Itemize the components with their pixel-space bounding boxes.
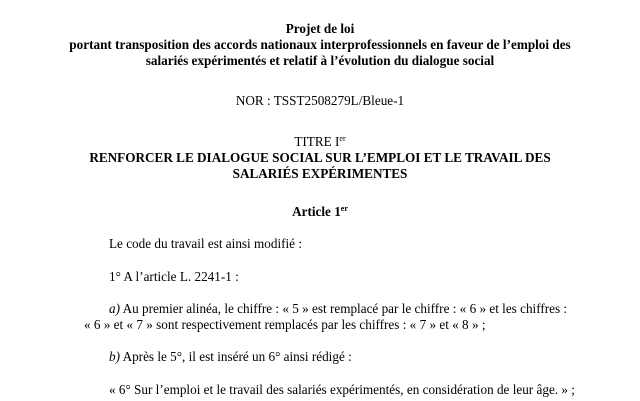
titre-label-sup: er <box>339 134 346 143</box>
paragraph-quoted-item-6: « 6° Sur l’emploi et le travail des salariés expérimentés, en considération de leur âge. » ; <box>109 382 575 397</box>
bill-title: Projet de loi <box>285 21 355 36</box>
article-heading <box>0 204 640 220</box>
item-b-marker: b) <box>109 349 120 364</box>
bill-subtitle-line-2: salariés expérimentés et relatif à l’évolution du dialogue social <box>145 53 495 68</box>
item-a-text-line-1: Au premier alinéa, le chiffre : « 5 » est remplacé par le chiffre : « 6 » et les chiffres : <box>120 301 568 316</box>
item-b-text: Après le 5°, il est inséré un 6° ainsi rédigé : <box>120 349 352 364</box>
titre-label <box>0 134 640 150</box>
paragraph-item-a-line-1 <box>109 301 567 317</box>
item-a-marker: a) <box>109 301 120 316</box>
bill-subtitle-line-1: portant transposition des accords nationaux interprofessionnels en faveur de l’emploi des <box>69 37 571 52</box>
paragraph-item-1: 1° A l’article L. 2241-1 : <box>109 269 239 284</box>
titre-heading-line-1: RENFORCER LE DIALOGUE SOCIAL SUR L’EMPLOI ET LE TRAVAIL DES <box>89 150 551 165</box>
article-heading-sup: er <box>340 204 348 213</box>
paragraph-intro: Le code du travail est ainsi modifié : <box>109 236 302 251</box>
paragraph-item-b <box>109 349 352 365</box>
paragraph-item-a-line-2: « 6 » et « 7 » sont respectivement remplacés par les chiffres : « 7 » et « 8 » ; <box>84 317 486 332</box>
titre-label-text: TITRE I <box>294 134 340 149</box>
nor-reference: NOR : TSST2508279L/Bleue-1 <box>235 93 405 108</box>
titre-heading-line-2: SALARIÉS EXPÉRIMENTES <box>232 166 408 181</box>
article-heading-text: Article 1 <box>292 204 341 219</box>
